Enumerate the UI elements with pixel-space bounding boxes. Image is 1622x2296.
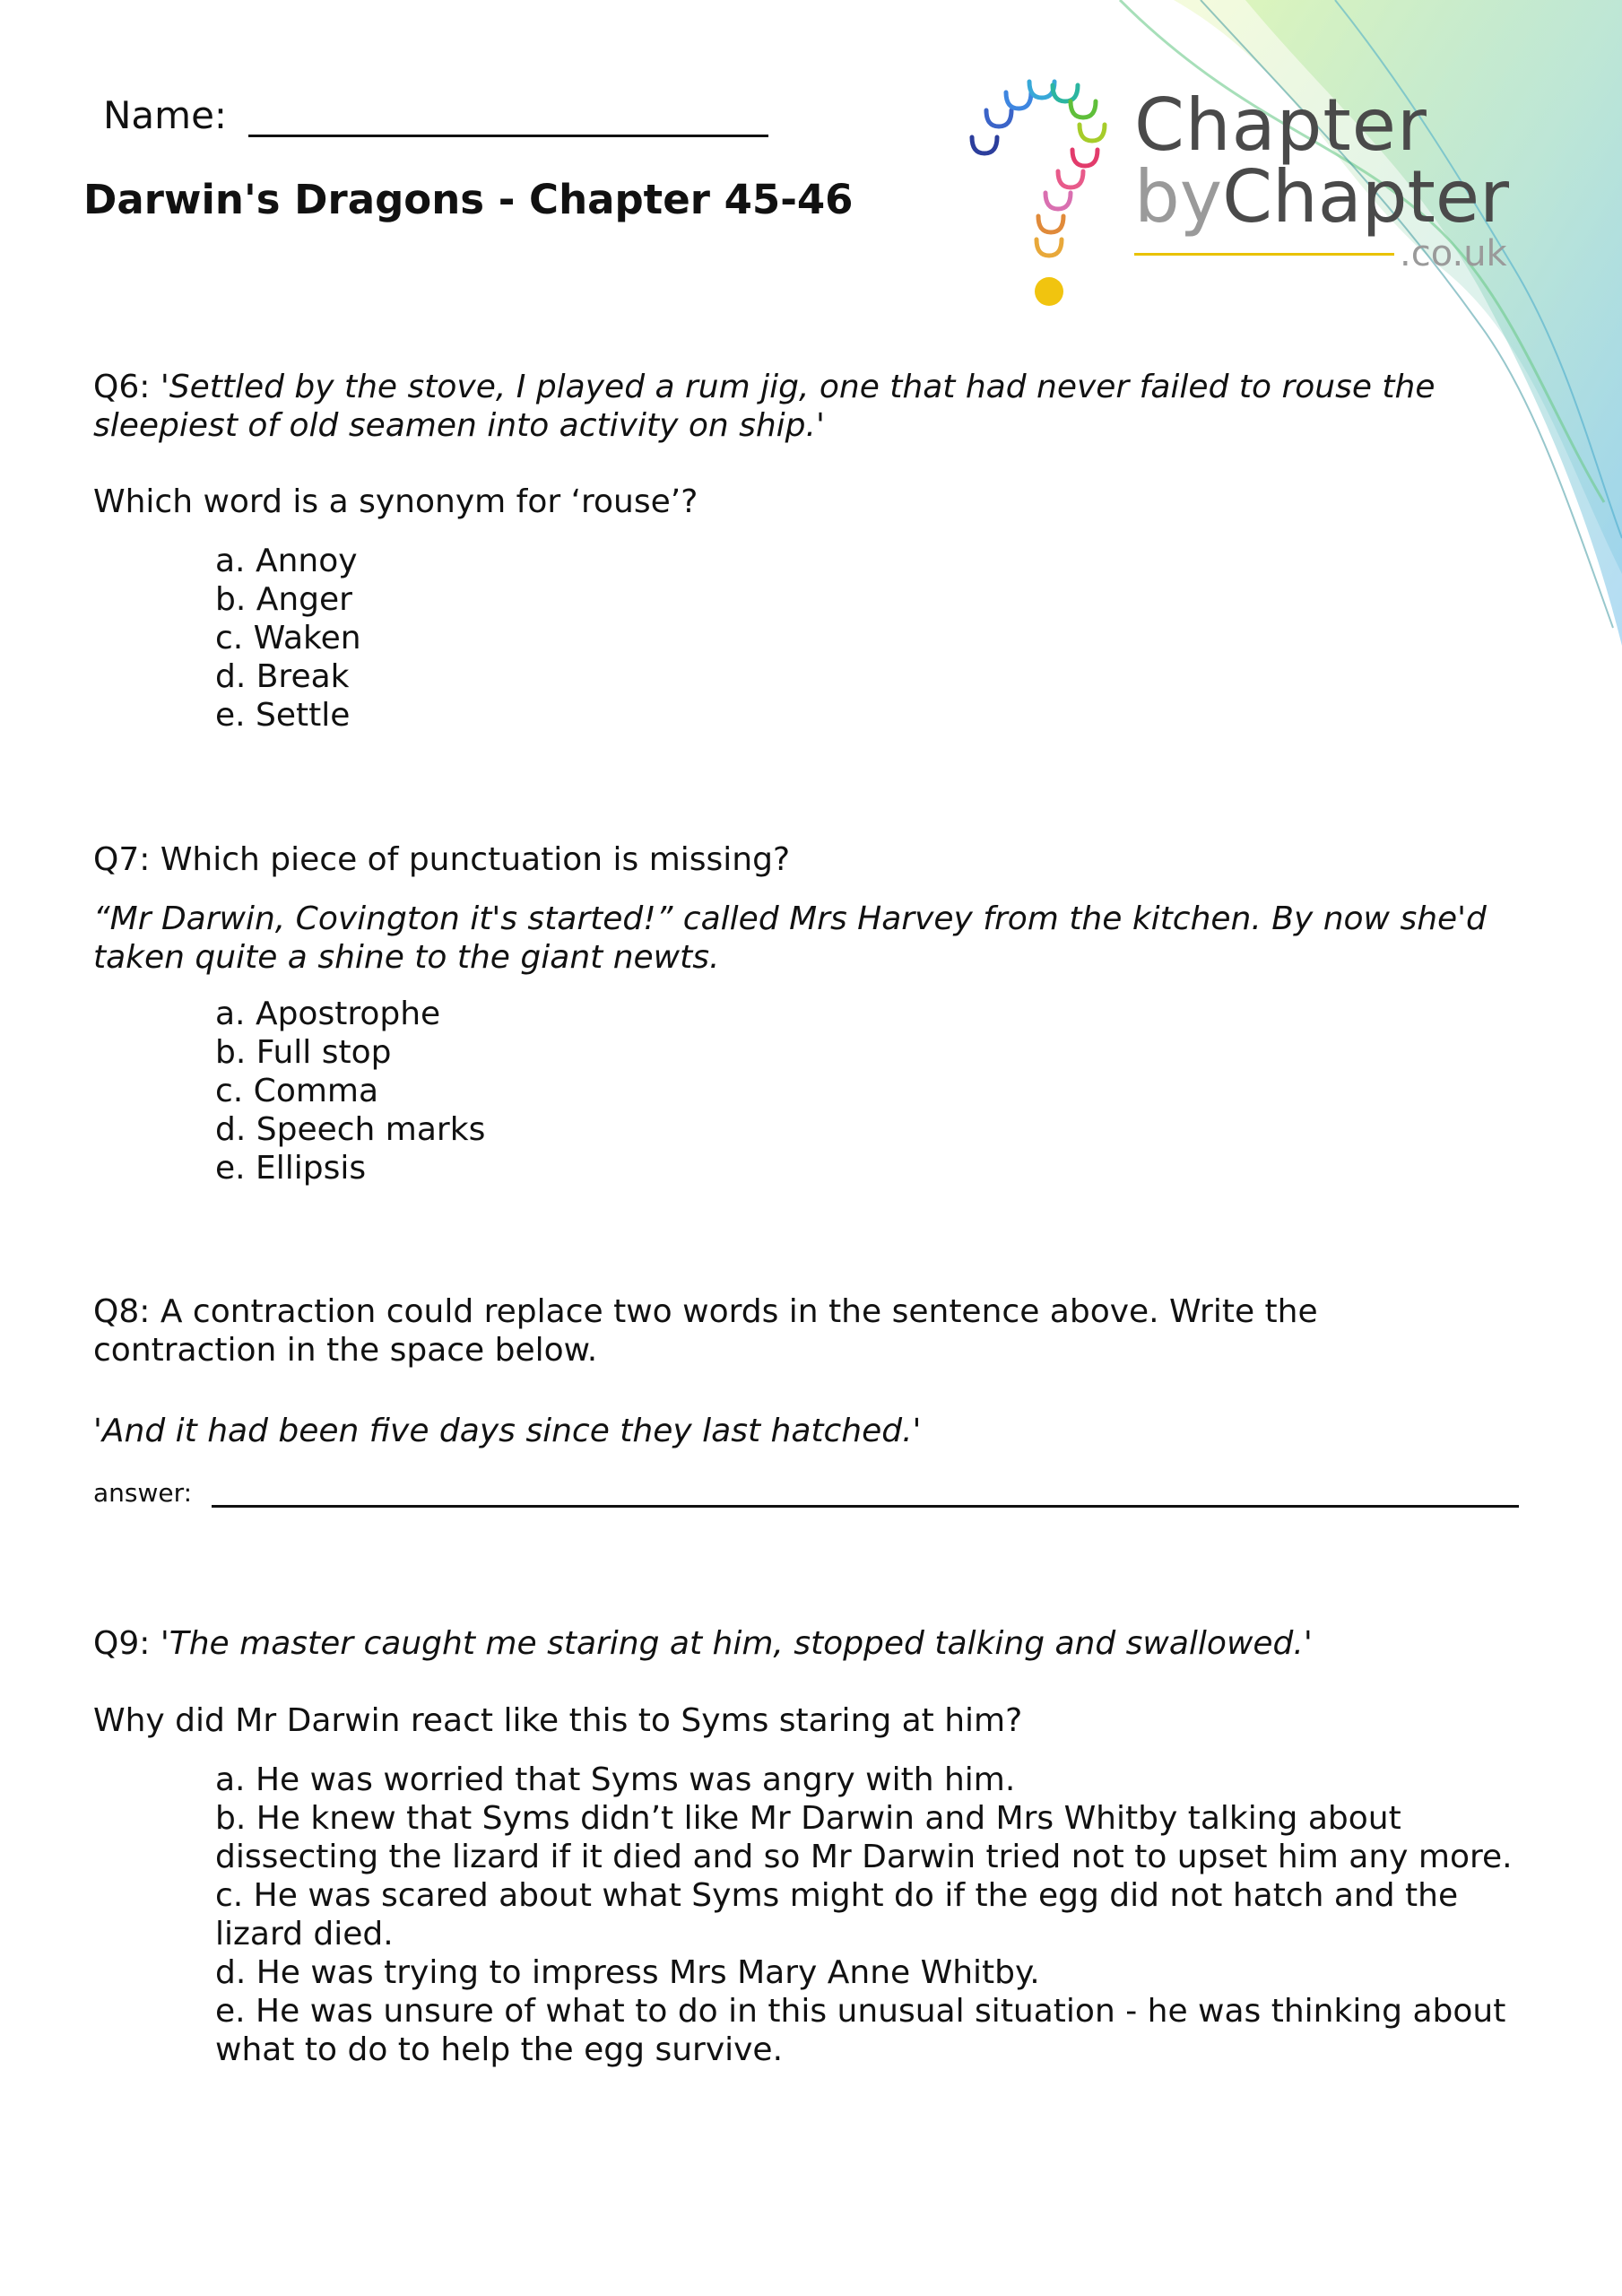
name-line bbox=[248, 93, 768, 137]
answer-label: answer: bbox=[93, 1478, 193, 1508]
question-7-options bbox=[215, 995, 1524, 1187]
option-e[interactable]: e. He was unsure of what to do in this unusual situation - he was thinking about what to do to help the egg survive. bbox=[215, 1993, 1506, 2068]
option-e[interactable]: e. Ellipsis bbox=[215, 1150, 367, 1187]
logo-rule bbox=[1134, 253, 1394, 256]
question-9-options bbox=[215, 1761, 1533, 2069]
option-c[interactable]: c. He was scared about what Syms might do if the egg did not hatch and the lizard died. bbox=[215, 1877, 1459, 1952]
chapter-by-chapter-logo-icon bbox=[959, 49, 1130, 309]
name-field[interactable] bbox=[103, 93, 768, 137]
answer-line[interactable] bbox=[212, 1485, 1519, 1508]
question-label: Q7: bbox=[93, 841, 151, 878]
option-b[interactable]: b. Anger bbox=[215, 581, 352, 618]
option-a[interactable]: a. Apostrophe bbox=[215, 996, 441, 1032]
option-a[interactable]: a. Annoy bbox=[215, 543, 358, 579]
logo-domain-row bbox=[1134, 233, 1509, 274]
worksheet-title: Darwin's Dragons - Chapter 45-46 bbox=[83, 176, 854, 223]
question-8-quote: 'And it had been five days since they last hatched.' bbox=[93, 1413, 922, 1449]
question-label: Q6: bbox=[93, 369, 151, 405]
question-9-prompt: Why did Mr Darwin react like this to Syms staring at him? bbox=[93, 1702, 1023, 1739]
option-d[interactable]: d. Break bbox=[215, 658, 350, 695]
question-6-options bbox=[215, 542, 1524, 735]
option-d[interactable]: d. He was trying to impress Mrs Mary Anne Whitby. bbox=[215, 1954, 1040, 1991]
logo-wordmark bbox=[1134, 83, 1509, 274]
option-b[interactable]: b. He knew that Syms didn’t like Mr Darwin and Mrs Whitby talking about dissecting the lizard if it died and so Mr Darwin tried not to upset him any more. bbox=[215, 1800, 1513, 1875]
logo-by: by bbox=[1134, 155, 1223, 239]
logo-chapter-2: Chapter bbox=[1222, 155, 1509, 239]
question-9-quote bbox=[93, 1624, 1528, 1663]
answer-field[interactable] bbox=[93, 1478, 1519, 1508]
question-prompt: A contraction could replace two words in the sentence above. Write the contraction in the space below. bbox=[93, 1293, 1318, 1369]
option-e[interactable]: e. Settle bbox=[215, 697, 351, 734]
question-8-prompt bbox=[93, 1292, 1366, 1370]
question-quote: 'Settled by the stove, I played a rum jig, one that had never failed to rouse the sleepiest of old seamen into activity on ship.' bbox=[93, 369, 1436, 444]
name-label: Name: bbox=[103, 93, 228, 137]
question-7-prompt bbox=[93, 840, 1528, 879]
question-7-quote: “Mr Darwin, Covington it's started!” called Mrs Harvey from the kitchen. By now she'd taken quite a shine to the giant newts. bbox=[93, 900, 1487, 976]
option-c[interactable]: c. Waken bbox=[215, 620, 361, 657]
question-prompt: Which piece of punctuation is missing? bbox=[160, 841, 791, 878]
option-d[interactable]: d. Speech marks bbox=[215, 1111, 486, 1148]
question-quote: 'The master caught me staring at him, stopped talking and swallowed.' bbox=[160, 1625, 1313, 1662]
logo-line-1: Chapter bbox=[1134, 83, 1427, 167]
option-a[interactable]: a. He was worried that Syms was angry with him. bbox=[215, 1761, 1016, 1798]
option-c[interactable]: c. Comma bbox=[215, 1073, 379, 1109]
logo-line-2 bbox=[1134, 155, 1509, 239]
option-b[interactable]: b. Full stop bbox=[215, 1034, 392, 1071]
question-6-prompt: Which word is a synonym for ‘rouse’? bbox=[93, 483, 698, 520]
logo-domain: .co.uk bbox=[1400, 233, 1507, 274]
question-label: Q9: bbox=[93, 1625, 151, 1662]
question-label: Q8: bbox=[93, 1293, 151, 1330]
question-6-quote bbox=[93, 368, 1528, 445]
